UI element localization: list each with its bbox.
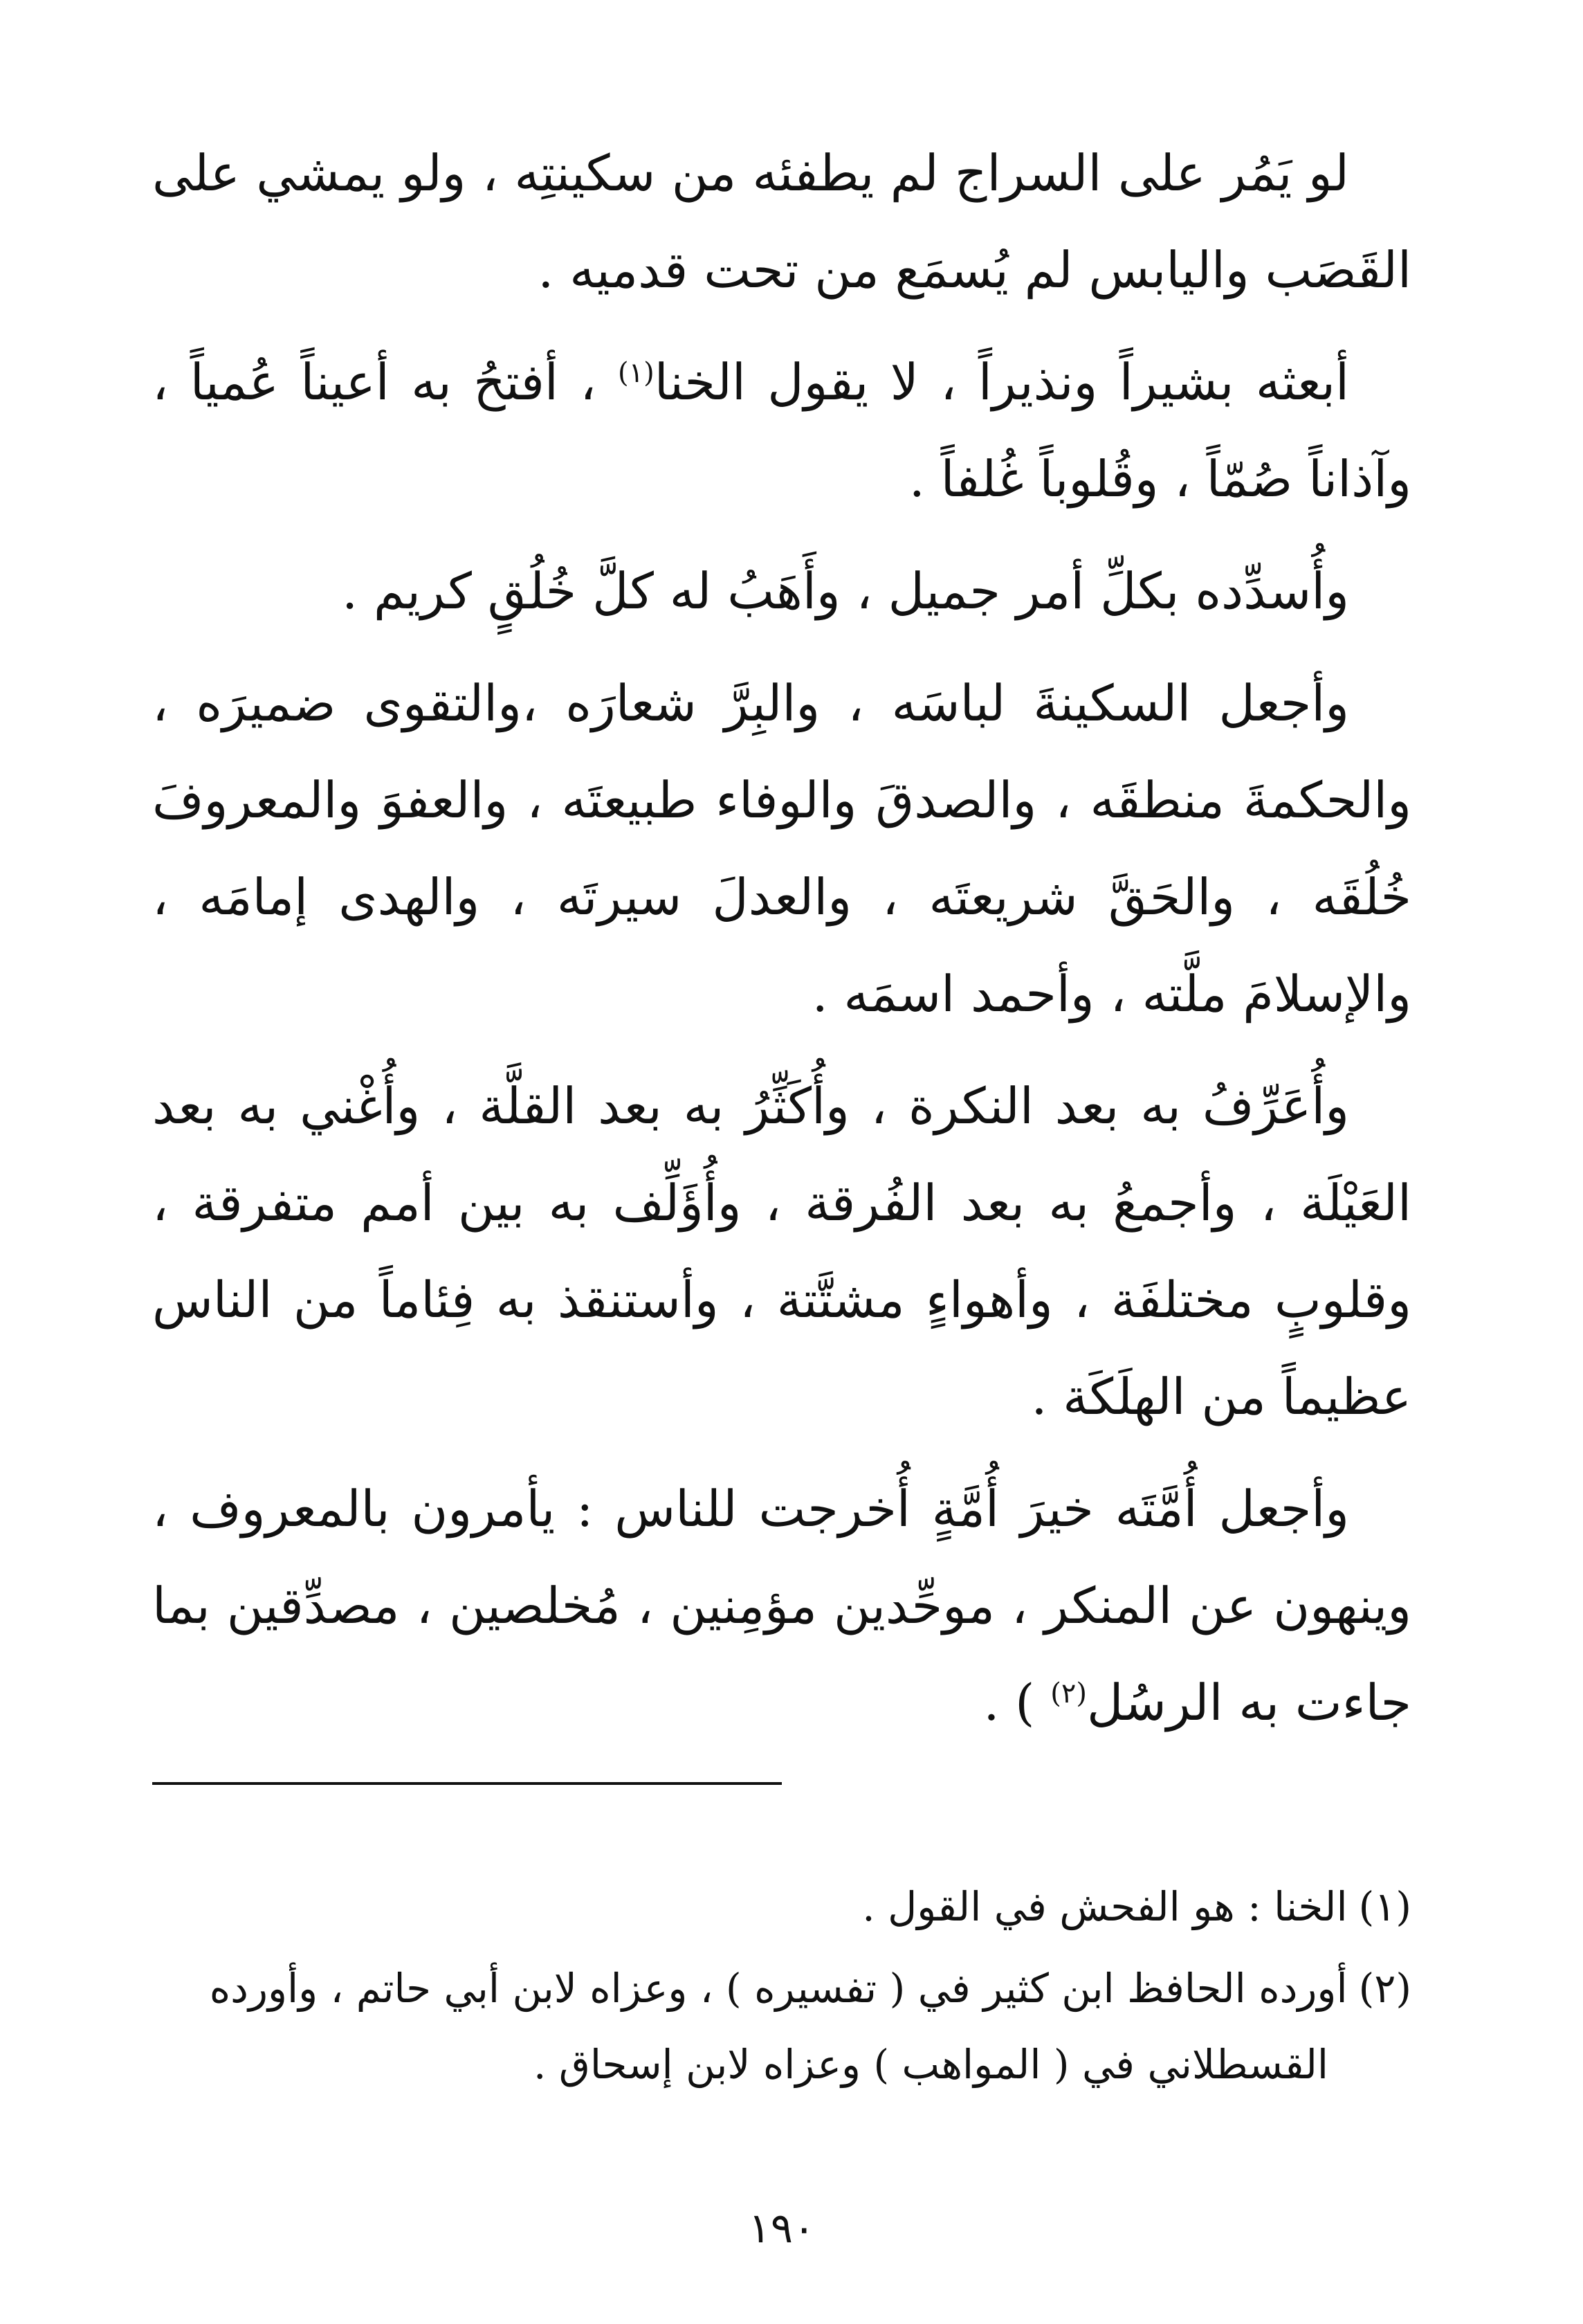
paragraph-text: أبعثه بشيراً ونذيراً ، لا يقول الخنا [654,353,1349,411]
footnote-text: الخنا : هو الفحش في القول . [862,1883,1348,1930]
footnotes [152,1869,1411,2108]
paragraph-3 [152,543,1411,639]
paragraph-text: ، أفتحُ به أعيناً عُمياً ، وآذاناً صُمّاً ، وقُلوباً غُلفاً . [152,353,1411,508]
footnote-1 [152,1869,1411,1945]
page-number: ١٩٠ [748,2204,816,2253]
footnote-continuation: القسطلاني في ( المواهب ) وعزاه لابن إسحاق . [533,2041,1328,2088]
paragraph-text: وأجعل أُمَّتَه خيرَ أُمَّةٍ أُخرجت للناس : يأمرون بالمعروف ، وينهون عن المنكر ، موحِّدين مؤمِنين ، مُخلصين ، مصدِّقين بما جاءت به الرسُل [152,1480,1411,1732]
main-text [152,125,1411,1751]
footnote-text: أورده الحافظ ابن كثير في ( تفسيره ) ، وعزاه لابن أبي حاتم ، وأورده [209,1965,1348,2012]
paragraph-text: ) . [983,1673,1051,1732]
paragraph-4 [152,655,1411,1042]
footnote-number: (٢) [1358,1965,1411,2012]
book-page [152,125,1411,2270]
footnote-reference-1: (١) [618,357,655,389]
paragraph-1 [152,125,1411,318]
footnote-number: (١) [1358,1883,1411,1930]
footnote-2 [152,1950,1411,2103]
paragraph-text: وأُعَرِّفُ به بعد النكرة ، وأُكَثِّرُ به بعد القلَّة ، وأُغْني به بعد العَيْلَة ، وأجمعُ به بعد الفُرقة ، وأُؤَلِّف به بين أمم متفرقة ، وقلوبٍ مختلفَة ، وأهواءٍ مشتَّتة ، وأستنقذ به فِئاماً من الناس عظيماً من الهلَكَة . [152,1077,1411,1426]
paragraph-text: وأجعل السكينةَ لباسَه ، والبِرَّ شعارَه ،والتقوى ضميرَه ، والحكمةَ منطقَه ، والصدقَ والوفاء طبيعتَه ، والعفوَ والمعروفَ خُلُقَه ، والحَقَّ شريعتَه ، والعدلَ سيرتَه ، والهدى إمامَه ، والإسلامَ ملَّته ، وأحمد اسمَه . [152,674,1411,1023]
paragraph-5 [152,1057,1411,1445]
paragraph-text: لو يَمُر على السراج لم يطفئه من سكينتِه ، ولو يمشي على القَصَب واليابس لم يُسمَع من تحت قدميه . [152,144,1411,299]
footnote-reference-2: (٢) [1050,1678,1087,1709]
footnote-divider [152,1782,782,1785]
paragraph-text: وأُسدِّده بكلِّ أمر جميل ، وأَهَبُ له كلَّ خُلُقٍ كريم . [342,562,1349,620]
paragraph-2 [152,334,1411,527]
paragraph-6 [152,1460,1411,1751]
